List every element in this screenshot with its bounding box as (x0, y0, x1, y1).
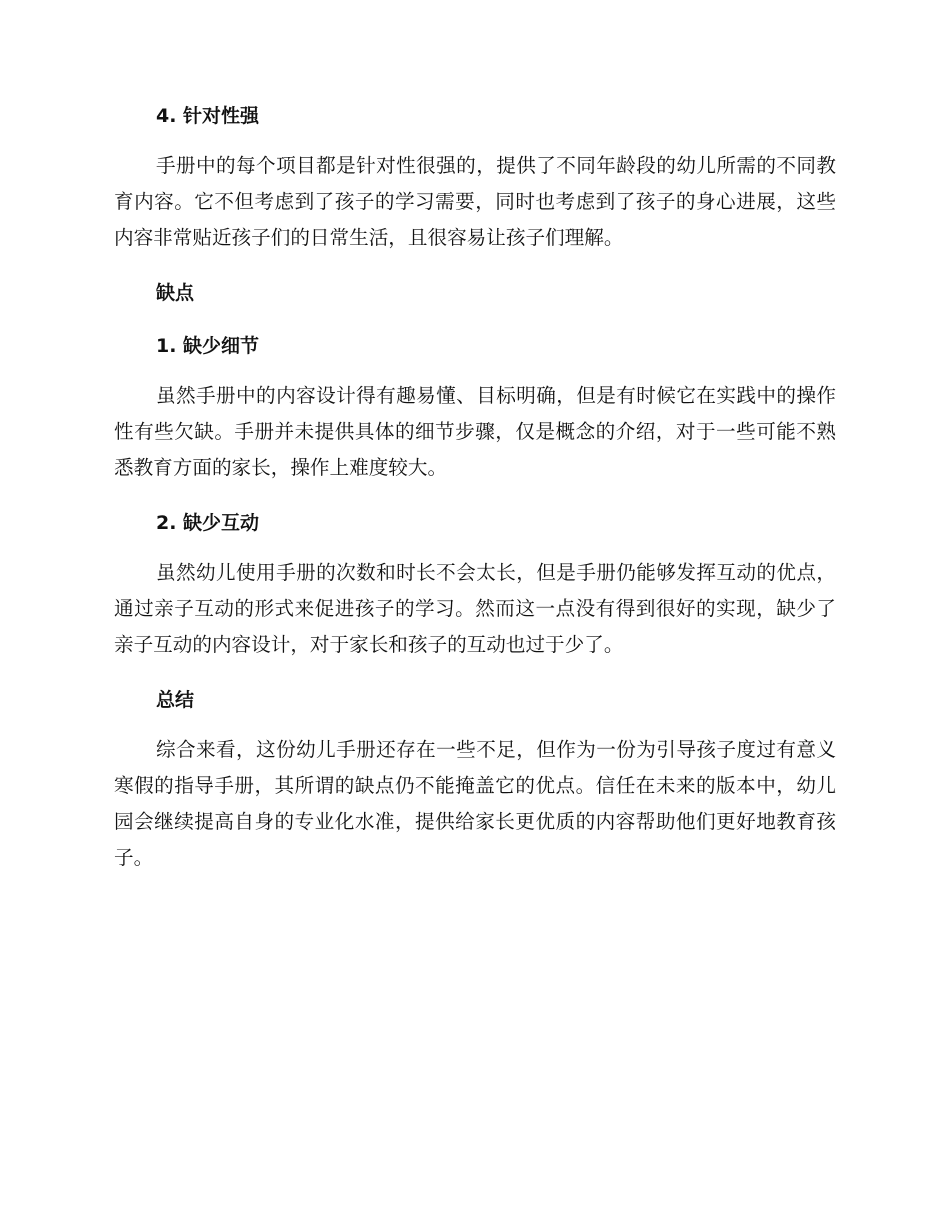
paragraph-lack-detail: 虽然手册中的内容设计得有趣易懂、目标明确，但是有时候它在实践中的操作性有些欠缺。手册并未提供具体的细节步骤，仅是概念的介绍，对于一些可能不熟悉教育方面的家长，操作上难度较大。 (114, 384, 836, 479)
section-heading-lack-detail: 1. 缺少细节 (156, 335, 260, 357)
document-page (114, 104, 836, 876)
paragraph-lack-interaction: 虽然幼儿使用手册的次数和时长不会太长，但是手册仍能够发挥互动的优点，通过亲子互动的形式来促进孩子的学习。然而这一点没有得到很好的实现，缺少了亲子互动的内容设计，对于家长和孩子的互动也过于少了。 (114, 561, 836, 656)
section-heading-targeted: 4. 针对性强 (156, 105, 260, 127)
section-heading-cons: 缺点 (156, 282, 195, 304)
section-heading-summary: 总结 (156, 689, 195, 711)
section-heading-lack-interaction: 2. 缺少互动 (156, 512, 260, 534)
paragraph-summary: 综合来看，这份幼儿手册还存在一些不足，但作为一份为引导孩子度过有意义寒假的指导手册，其所谓的缺点仍不能掩盖它的优点。信任在未来的版本中，幼儿园会继续提高自身的专业化水准，提供给家长更优质的内容帮助他们更好地教育孩子。 (114, 738, 836, 869)
paragraph-targeted: 手册中的每个项目都是针对性很强的，提供了不同年龄段的幼儿所需的不同教育内容。它不但考虑到了孩子的学习需要，同时也考虑到了孩子的身心进展，这些内容非常贴近孩子们的日常生活，且很容易让孩子们理解。 (114, 154, 836, 249)
